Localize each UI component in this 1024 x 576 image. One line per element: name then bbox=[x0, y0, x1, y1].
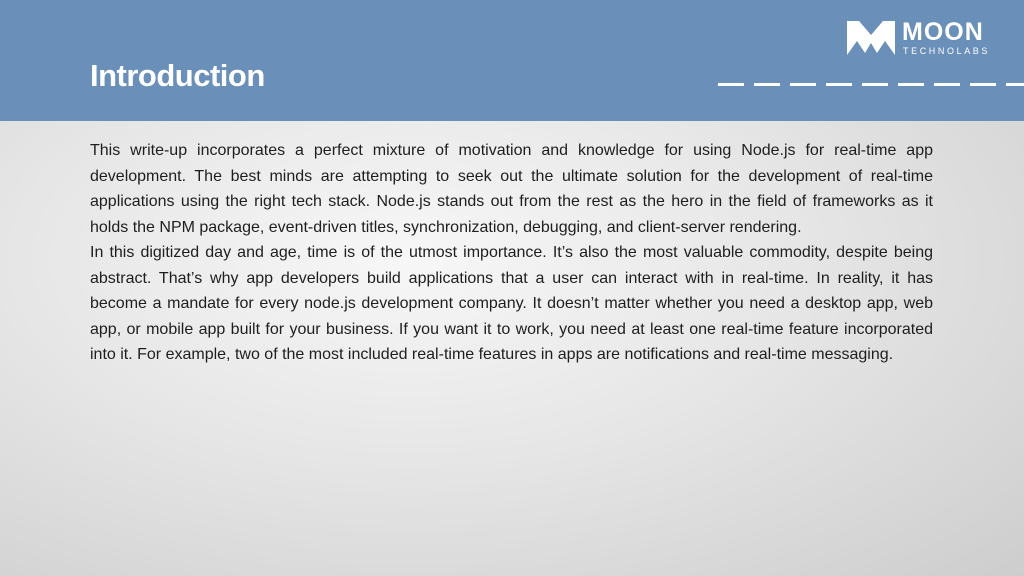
company-logo bbox=[847, 19, 997, 59]
logo-name: MOON bbox=[902, 18, 984, 46]
dash bbox=[934, 83, 960, 86]
mountain-logo-icon bbox=[847, 19, 895, 57]
dash bbox=[970, 83, 996, 86]
header-banner bbox=[0, 0, 1024, 121]
dash bbox=[718, 83, 744, 86]
paragraph: This write-up incorporates a perfect mixture of motivation and knowledge for using Node.js for real-time app development. The best minds are attempting to seek out the ultimate solution for the development of real-time applications using the right tech stack. Node.js stands out from the rest as the hero in the field of frameworks as it holds the NPM package, event-driven titles, synchronization, debugging, and client-server rendering. bbox=[90, 142, 933, 236]
body-text bbox=[90, 138, 933, 368]
dash bbox=[1006, 83, 1024, 86]
dash bbox=[898, 83, 924, 86]
slide-title: Introduction bbox=[90, 58, 265, 93]
dash bbox=[826, 83, 852, 86]
dash bbox=[862, 83, 888, 86]
paragraph: In this digitized day and age, time is of the utmost importance. It’s also the most valuable commodity, despite being abstract. That’s why app developers build applications that a user can interact with in real-time. In reality, it has become a mandate for every node.js development company. It doesn’t matter whether you need a desktop app, web app, or mobile app built for your business. If you want it to work, you need at least one real-time feature incorporated into it. For example, two of the most included real-time features in apps are notifications and real-time messaging. bbox=[90, 244, 933, 363]
decorative-dashes bbox=[718, 83, 1024, 86]
dash bbox=[754, 83, 780, 86]
dash bbox=[790, 83, 816, 86]
logo-subtitle: TECHNOLABS bbox=[903, 46, 991, 56]
